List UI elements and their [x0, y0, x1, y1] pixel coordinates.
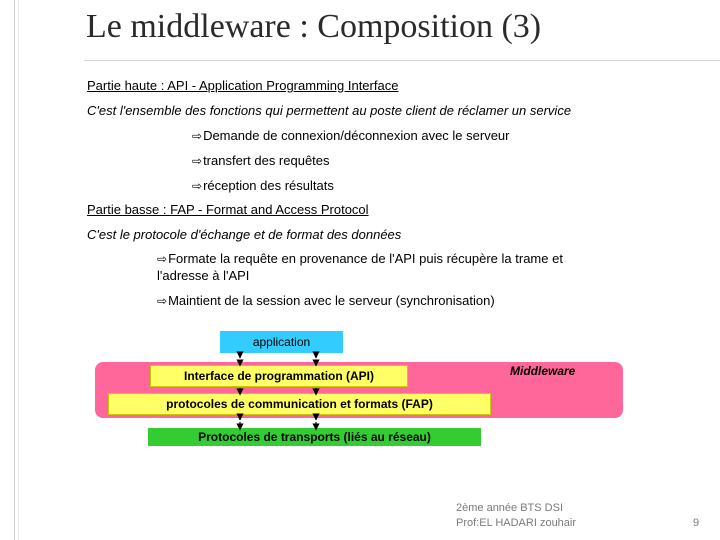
fap-bullet-1-text: Formate la requête en provenance de l'API puis récupère la trame et [168, 251, 563, 266]
fap-definition: C'est le protocole d'échange et de format des données [87, 227, 402, 242]
footer-line-2: Prof:EL HADARI zouhair [456, 517, 577, 529]
application-box: application [220, 331, 343, 353]
api-bullet-2-text: transfert des requêtes [203, 153, 330, 168]
outline-arrow-icon: ⇨ [192, 154, 203, 168]
middleware-label: Middleware [510, 364, 576, 378]
slide-title: Le middleware : Composition (3) [86, 8, 542, 45]
outline-arrow-icon: ⇨ [157, 252, 168, 266]
outline-arrow-icon: ⇨ [192, 179, 203, 193]
fap-bullet-1-continuation: l'adresse à l'API [157, 268, 250, 283]
api-definition: C'est l'ensemble des fonctions qui permettent au poste client de réclamer un service [87, 103, 572, 118]
fap-heading: Partie basse : FAP - Format and Access Protocol [87, 202, 369, 217]
outline-arrow-icon: ⇨ [157, 294, 168, 308]
transport-box: Protocoles de transports (liés au réseau) [148, 428, 481, 446]
page-number: 9 [693, 517, 700, 529]
fap-bullet-2-text: Maintient de la session avec le serveur (synchronisation) [168, 293, 495, 308]
footer-line-1: 2ème année BTS DSI [456, 502, 564, 514]
api-box: Interface de programmation (API) [150, 365, 408, 387]
fap-box: protocoles de communication et formats (FAP) [108, 393, 491, 415]
api-bullet-3-text: réception des résultats [203, 178, 334, 193]
api-bullet-1-text: Demande de connexion/déconnexion avec le serveur [203, 128, 510, 143]
outline-arrow-icon: ⇨ [192, 129, 203, 143]
api-heading: Partie haute : API - Application Programming Interface [87, 78, 399, 93]
